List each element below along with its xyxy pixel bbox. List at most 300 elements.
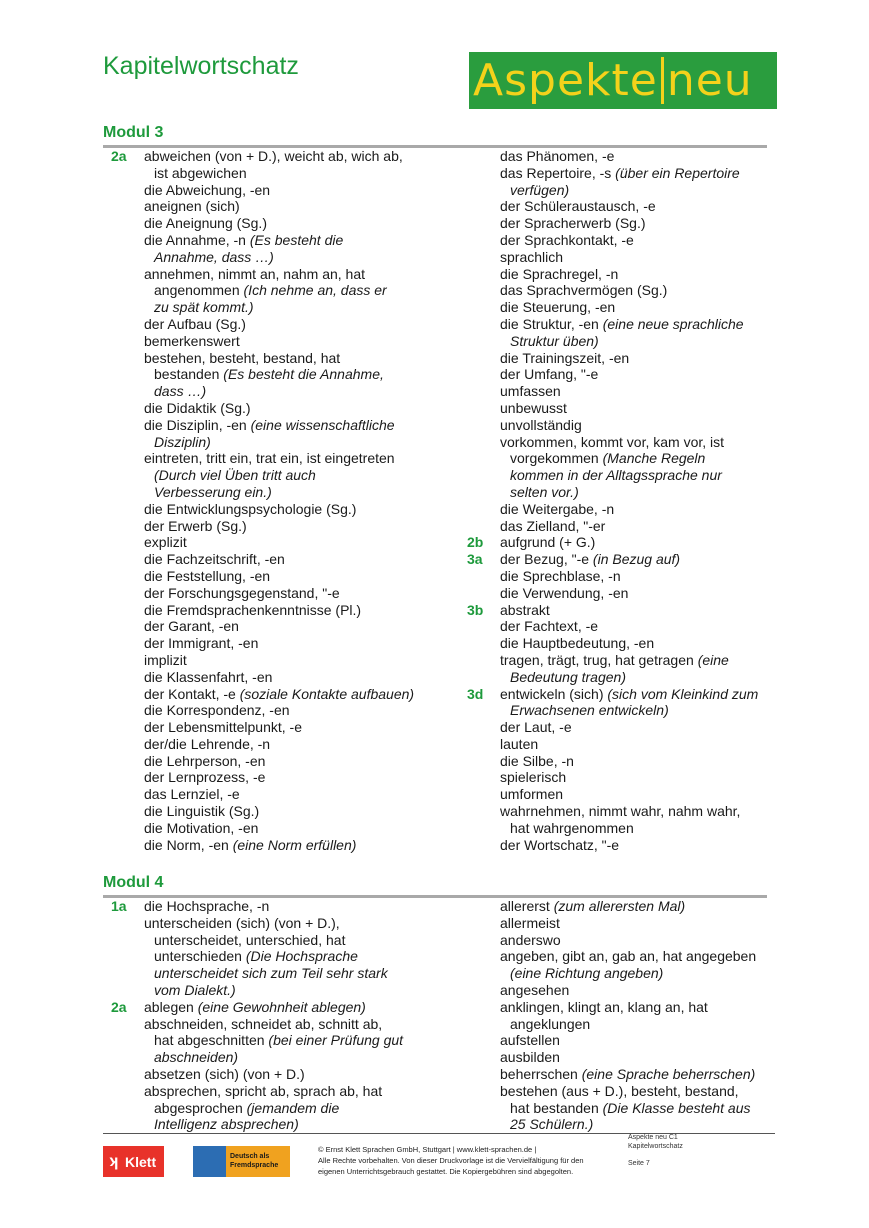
vocab-line <box>144 215 453 232</box>
usage-example: (Die Hochsprache <box>245 948 358 965</box>
vocab-text: lauten <box>500 735 539 752</box>
vocab-entry <box>459 366 775 383</box>
exercise-number: 2a <box>111 148 127 164</box>
vocab-text: annehmen, nimmt an, nahm an, hat <box>144 265 366 282</box>
usage-example: (bei einer Prüfung gut <box>268 1032 404 1049</box>
vocab-entry <box>103 182 453 199</box>
vocab-line <box>500 719 775 736</box>
vocab-line <box>144 316 453 333</box>
vocab-line <box>500 366 775 383</box>
vocab-line <box>500 148 775 165</box>
vocab-line <box>500 249 775 266</box>
vocab-entry <box>459 266 775 283</box>
vocab-line <box>144 182 453 199</box>
vocab-line <box>144 484 453 501</box>
vocab-entry <box>459 383 775 400</box>
vocab-text: der Schüleraustausch, -e <box>500 198 656 215</box>
vocab-text: angenommen <box>154 282 244 299</box>
vocab-line <box>500 316 775 333</box>
usage-example: (zum allerersten Mal) <box>553 898 686 914</box>
vocab-line <box>144 719 453 736</box>
vocab-text: der Fachtext, -e <box>500 618 599 635</box>
usage-example: zu spät kommt.) <box>154 299 254 316</box>
vocab-text: der Laut, -e <box>500 719 572 736</box>
vocab-entry <box>459 1066 775 1083</box>
vocab-line <box>144 1100 453 1117</box>
vocab-text: sprachlich <box>500 248 564 265</box>
vocab-line <box>500 1083 775 1100</box>
exercise-number: 3a <box>467 551 483 568</box>
vocab-line <box>500 484 775 501</box>
meta-section: Kapitelwortschatz <box>628 1143 683 1150</box>
vocab-entry <box>103 501 453 518</box>
vocab-column-right <box>459 898 775 1133</box>
usage-example: (Es besteht die Annahme, <box>223 366 384 383</box>
vocab-line <box>144 299 453 316</box>
vocab-line <box>144 915 453 932</box>
vocab-entry <box>459 232 775 249</box>
vocab-line <box>144 820 453 837</box>
vocab-line <box>500 383 775 400</box>
vocab-entry <box>103 999 453 1016</box>
vocab-line <box>500 551 775 568</box>
vocab-text: hat abgeschnitten <box>154 1032 269 1049</box>
vocab-line <box>144 948 453 965</box>
vocab-line <box>500 753 775 770</box>
usage-example: vom Dialekt.) <box>154 981 236 998</box>
vocab-text: die Fachzeitschrift, -en <box>144 551 285 568</box>
vocab-entry <box>103 534 453 551</box>
vocab-text: das Lernziel, -e <box>144 786 240 803</box>
vocab-line <box>144 999 453 1016</box>
vocab-text: die Lehrperson, -en <box>144 752 266 769</box>
vocab-text: die Steuerung, -en <box>500 299 616 316</box>
vocab-text: die Struktur, -en <box>500 315 603 332</box>
vocab-text: der Aufbau (Sg.) <box>144 315 246 332</box>
vocab-entry <box>459 803 775 837</box>
usage-example: (eine neue sprachliche <box>602 315 744 332</box>
vocab-line <box>144 898 453 915</box>
vocab-text: abweichen (von + D.), weicht ab, wich ab, <box>144 148 403 164</box>
vocab-text: ablegen <box>144 998 198 1015</box>
vocab-entry <box>103 198 453 215</box>
copyright-line: Alle Rechte vorbehalten. Von dieser Druckvorlage ist die Vervielfältigung für den <box>318 1156 584 1165</box>
vocab-line <box>500 1116 775 1133</box>
vocab-entry <box>459 534 775 551</box>
vocab-line <box>500 820 775 837</box>
vocab-column-left <box>103 148 453 853</box>
vocab-line <box>500 215 775 232</box>
vocab-line <box>144 1116 453 1133</box>
usage-example: dass …) <box>154 383 207 400</box>
vocab-line <box>500 534 775 551</box>
vocab-entry <box>103 669 453 686</box>
vocab-line <box>500 786 775 803</box>
daf-blue-block <box>193 1146 226 1177</box>
vocab-text: der Spracherwerb (Sg.) <box>500 215 646 232</box>
vocab-line <box>500 350 775 367</box>
vocab-entry <box>459 518 775 535</box>
vocab-line <box>144 350 453 367</box>
vocab-entry <box>103 585 453 602</box>
aspekte-neu-logo <box>469 52 777 109</box>
vocab-line <box>144 769 453 786</box>
vocab-entry <box>459 417 775 434</box>
vocab-text: die Fremdsprachenkenntnisse (Pl.) <box>144 601 362 618</box>
vocab-line <box>144 702 453 719</box>
vocab-text: bestanden <box>154 366 224 383</box>
copyright-notice <box>318 1144 584 1177</box>
vocab-entry <box>103 786 453 803</box>
vocab-line <box>500 898 775 915</box>
vocab-text: bestehen, besteht, bestand, hat <box>144 349 341 366</box>
usage-example: (Manche Regeln <box>602 450 706 467</box>
vocab-entry <box>459 165 775 199</box>
vocab-text: der Wortschatz, "-e <box>500 836 620 853</box>
vocab-line <box>500 450 775 467</box>
vocab-text: die Korrespondenz, -en <box>144 702 290 719</box>
vocab-line <box>144 753 453 770</box>
vocab-text: die Trainingszeit, -en <box>500 349 630 366</box>
vocab-text: die Linguistik (Sg.) <box>144 803 260 820</box>
vocab-text: der Erwerb (Sg.) <box>144 517 247 534</box>
usage-example: Struktur üben) <box>510 332 599 349</box>
usage-example: (Durch viel Üben tritt auch <box>154 467 316 484</box>
usage-example: Erwachsenen entwickeln) <box>510 702 669 719</box>
vocab-line <box>500 982 775 999</box>
usage-example: (sich vom Kleinkind zum <box>607 685 759 702</box>
klett-label: Klett <box>125 1153 157 1170</box>
vocab-text: allermeist <box>500 914 560 931</box>
usage-example: verfügen) <box>510 181 570 198</box>
vocab-line <box>500 702 775 719</box>
vocab-line <box>144 982 453 999</box>
vocab-entry <box>459 501 775 518</box>
vocab-text: die Motivation, -en <box>144 819 259 836</box>
vocab-line <box>500 333 775 350</box>
meta-book: Aspekte neu C1 <box>628 1134 678 1141</box>
usage-example: selten vor.) <box>510 483 579 500</box>
vocab-text: die Norm, -en <box>144 836 233 853</box>
vocab-line <box>144 450 453 467</box>
usage-example: (Es besteht die <box>249 231 344 248</box>
usage-example: (Ich nehme an, dass er <box>243 282 387 299</box>
vocab-line <box>500 669 775 686</box>
vocab-text: angeklungen <box>510 1015 591 1032</box>
vocab-entry <box>459 915 775 932</box>
vocab-entry <box>103 702 453 719</box>
vocab-entry <box>103 618 453 635</box>
vocab-entry <box>103 450 453 500</box>
vocab-text: hat wahrgenommen <box>510 819 634 836</box>
logo-word-neu: neu <box>666 55 753 106</box>
vocab-entry <box>459 837 775 854</box>
vocab-line <box>500 434 775 451</box>
vocab-line <box>144 686 453 703</box>
vocab-line <box>500 769 775 786</box>
vocab-line <box>500 282 775 299</box>
vocab-entry <box>103 1083 453 1133</box>
page-number: Seite 7 <box>628 1160 650 1167</box>
vocab-line <box>500 965 775 982</box>
vocab-text: die Klassenfahrt, -en <box>144 668 273 685</box>
vocab-entry <box>103 1066 453 1083</box>
vocab-line <box>144 1083 453 1100</box>
vocab-line <box>500 165 775 182</box>
exercise-number: 2b <box>467 534 484 551</box>
vocab-entry <box>459 1083 775 1133</box>
vocab-text: die Hochsprache, -n <box>144 898 270 914</box>
vocab-line <box>500 501 775 518</box>
vocab-text: vorkommen, kommt vor, kam vor, ist <box>500 433 725 450</box>
vocab-entry <box>459 736 775 753</box>
vocab-entry <box>103 736 453 753</box>
vocab-entry <box>103 333 453 350</box>
vocab-line <box>500 999 775 1016</box>
vocab-text: bestehen (aus + D.), besteht, bestand, <box>500 1082 739 1099</box>
vocab-line <box>144 786 453 803</box>
vocab-text: die Weitergabe, -n <box>500 500 615 517</box>
vocab-line <box>500 198 775 215</box>
vocab-line <box>500 915 775 932</box>
vocab-text: allererst <box>500 898 554 914</box>
vocab-text: abstrakt <box>500 601 550 618</box>
vocab-line <box>500 1032 775 1049</box>
vocab-text: explizit <box>144 534 187 551</box>
vocab-entry <box>459 568 775 585</box>
vocab-line <box>144 417 453 434</box>
vocab-text: die Didaktik (Sg.) <box>144 399 251 416</box>
vocab-entry <box>103 316 453 333</box>
usage-example: (über ein Repertoire <box>615 164 740 181</box>
usage-example: kommen in der Alltagssprache nur <box>510 467 722 484</box>
vocab-text: abschneiden, schneidet ab, schnitt ab, <box>144 1015 383 1032</box>
vocab-line <box>500 1049 775 1066</box>
vocab-text: das Phänomen, -e <box>500 148 615 164</box>
vocab-text: der Lebensmittelpunkt, -e <box>144 719 302 736</box>
vocab-entry <box>459 282 775 299</box>
vocab-entry <box>459 434 775 501</box>
vocab-line <box>144 518 453 535</box>
vocab-line <box>500 948 775 965</box>
vocab-entry <box>459 400 775 417</box>
vocab-entry <box>103 769 453 786</box>
vocab-entry <box>459 618 775 635</box>
vocab-line <box>144 434 453 451</box>
vocab-line <box>500 467 775 484</box>
usage-example: 25 Schülern.) <box>510 1116 594 1133</box>
vocab-text: der Kontakt, -e <box>144 685 240 702</box>
vocab-text: unbewusst <box>500 399 567 416</box>
vocab-entry <box>459 982 775 999</box>
vocab-text: die Entwicklungspsychologie (Sg.) <box>144 500 357 517</box>
vocab-line <box>500 232 775 249</box>
vocab-entry <box>103 820 453 837</box>
vocab-line <box>500 299 775 316</box>
usage-example: (eine Gewohnheit ablegen) <box>197 998 366 1015</box>
vocab-entry <box>103 686 453 703</box>
vocab-entry <box>459 585 775 602</box>
vocab-entry <box>103 803 453 820</box>
vocab-entry <box>103 1016 453 1066</box>
exercise-number: 1a <box>111 898 127 914</box>
vocab-line <box>144 635 453 652</box>
vocab-text: beherrschen <box>500 1065 582 1082</box>
exercise-number: 3d <box>467 685 484 702</box>
vocab-entry <box>103 148 453 182</box>
vocab-entry <box>103 719 453 736</box>
vocab-line <box>500 585 775 602</box>
vocab-line <box>144 602 453 619</box>
vocab-line <box>144 198 453 215</box>
vocab-entry <box>103 232 453 266</box>
vocab-text: die Annahme, -n <box>144 231 250 248</box>
vocab-entry <box>459 602 775 619</box>
vocab-text: die Aneignung (Sg.) <box>144 215 267 232</box>
vocab-text: der Umfang, "-e <box>500 366 599 383</box>
vocab-line <box>144 383 453 400</box>
vocab-line <box>144 652 453 669</box>
vocab-entry <box>459 148 775 165</box>
vocab-text: die Silbe, -n <box>500 752 574 769</box>
vocab-text: die Verwendung, -en <box>500 584 629 601</box>
vocab-line <box>500 652 775 669</box>
vocab-text: umformen <box>500 786 564 803</box>
vocab-line <box>144 551 453 568</box>
vocab-line <box>500 932 775 949</box>
vocab-text: angesehen <box>500 981 570 998</box>
vocab-entry <box>459 999 775 1033</box>
vocab-text: entwickeln (sich) <box>500 685 608 702</box>
copyright-line: eigenen Unterrichtsgebrauch gestattet. Die Kopiergebühren sind abgegolten. <box>318 1167 574 1176</box>
vocab-entry <box>459 769 775 786</box>
vocab-column-right <box>459 148 775 853</box>
vocab-line <box>144 467 453 484</box>
usage-example: Intelligenz absprechen) <box>154 1116 299 1133</box>
vocab-entry <box>459 948 775 982</box>
page-title: Kapitelwortschatz <box>103 52 299 80</box>
copyright-line: © Ernst Klett Sprachen GmbH, Stuttgart | www.klett-sprachen.de | <box>318 1145 537 1154</box>
usage-example: (eine Sprache beherrschen) <box>581 1065 756 1082</box>
klett-logo <box>103 1146 164 1177</box>
usage-example: (eine wissenschaftliche <box>250 416 395 433</box>
vocab-line <box>500 736 775 753</box>
document-meta <box>628 1133 683 1168</box>
vocab-entry <box>459 932 775 949</box>
vocab-entry <box>459 786 775 803</box>
vocab-entry <box>103 350 453 400</box>
vocab-line <box>500 266 775 283</box>
vocab-line <box>144 803 453 820</box>
vocab-entry <box>459 551 775 568</box>
vocab-text: aneignen (sich) <box>144 198 240 215</box>
vocab-text: die Hauptbedeutung, -en <box>500 635 655 652</box>
logo-word-aspekte: Aspekte <box>473 55 658 106</box>
exercise-number: 3b <box>467 601 484 618</box>
vocab-entry <box>103 417 453 451</box>
vocab-entry <box>103 898 453 915</box>
vocab-line <box>144 965 453 982</box>
vocab-entry <box>459 215 775 232</box>
vocab-text: der Sprachkontakt, -e <box>500 231 634 248</box>
vocab-line <box>144 618 453 635</box>
vocab-text: das Sprachvermögen (Sg.) <box>500 282 668 299</box>
usage-example: Annahme, dass …) <box>154 248 274 265</box>
vocab-line <box>144 669 453 686</box>
vocab-text: unterscheiden (sich) (von + D.), <box>144 914 340 931</box>
section-heading-modul-3: Modul 3 <box>103 124 164 141</box>
vocab-line <box>500 803 775 820</box>
section-heading-modul-4: Modul 4 <box>103 874 164 891</box>
vocab-entry <box>103 266 453 316</box>
vocab-line <box>500 417 775 434</box>
vocab-text: aufstellen <box>500 1032 560 1049</box>
vocab-entry <box>459 316 775 350</box>
vocab-entry <box>459 1032 775 1049</box>
vocab-line <box>144 1066 453 1083</box>
vocab-text: unvollständig <box>500 416 582 433</box>
vocab-text: anderswo <box>500 931 561 948</box>
vocab-line <box>144 501 453 518</box>
usage-example: (eine <box>697 651 729 668</box>
vocab-line <box>144 1049 453 1066</box>
vocab-entry <box>103 551 453 568</box>
vocab-text: absetzen (sich) (von + D.) <box>144 1065 305 1082</box>
vocab-line <box>144 232 453 249</box>
usage-example: (in Bezug auf) <box>592 551 681 568</box>
usage-example: (jemandem die <box>246 1099 340 1116</box>
vocab-entry <box>103 652 453 669</box>
vocab-line <box>144 400 453 417</box>
usage-example: (eine Norm erfüllen) <box>232 836 357 853</box>
vocab-line <box>144 585 453 602</box>
vocab-line <box>500 635 775 652</box>
vocab-text: vorgekommen <box>510 450 603 467</box>
vocab-text: angeben, gibt an, gab an, hat angegeben <box>500 948 757 965</box>
vocab-text: ist abgewichen <box>154 164 247 181</box>
vocab-text: tragen, trägt, trug, hat getragen <box>500 651 698 668</box>
usage-example: (Die Klasse besteht aus <box>602 1099 751 1116</box>
vocab-text: aufgrund (+ G.) <box>500 534 596 551</box>
vocab-entry <box>103 837 453 854</box>
vocab-line <box>500 518 775 535</box>
vocab-text: die Feststellung, -en <box>144 567 271 584</box>
vocab-text: der/die Lehrende, -n <box>144 735 271 752</box>
vocab-entry <box>459 753 775 770</box>
vocab-line <box>500 400 775 417</box>
vocab-line <box>500 686 775 703</box>
logo-divider <box>661 57 664 104</box>
vocab-text: abgesprochen <box>154 1099 247 1116</box>
vocab-line <box>144 568 453 585</box>
exercise-number: 2a <box>111 998 127 1015</box>
vocab-line <box>144 932 453 949</box>
vocab-text: das Zielland, "-er <box>500 517 606 534</box>
vocab-text: der Garant, -en <box>144 618 239 635</box>
vocab-entry <box>459 686 775 720</box>
vocab-text: unterschieden <box>154 948 246 965</box>
vocab-line <box>500 182 775 199</box>
vocab-text: hat bestanden <box>510 1099 603 1116</box>
vocab-entry <box>103 635 453 652</box>
usage-example: Verbesserung ein.) <box>154 483 272 500</box>
vocab-line <box>144 837 453 854</box>
vocab-text: implizit <box>144 651 187 668</box>
vocab-entry <box>459 299 775 316</box>
vocab-entry <box>103 753 453 770</box>
vocab-entry <box>459 198 775 215</box>
vocab-line <box>144 736 453 753</box>
